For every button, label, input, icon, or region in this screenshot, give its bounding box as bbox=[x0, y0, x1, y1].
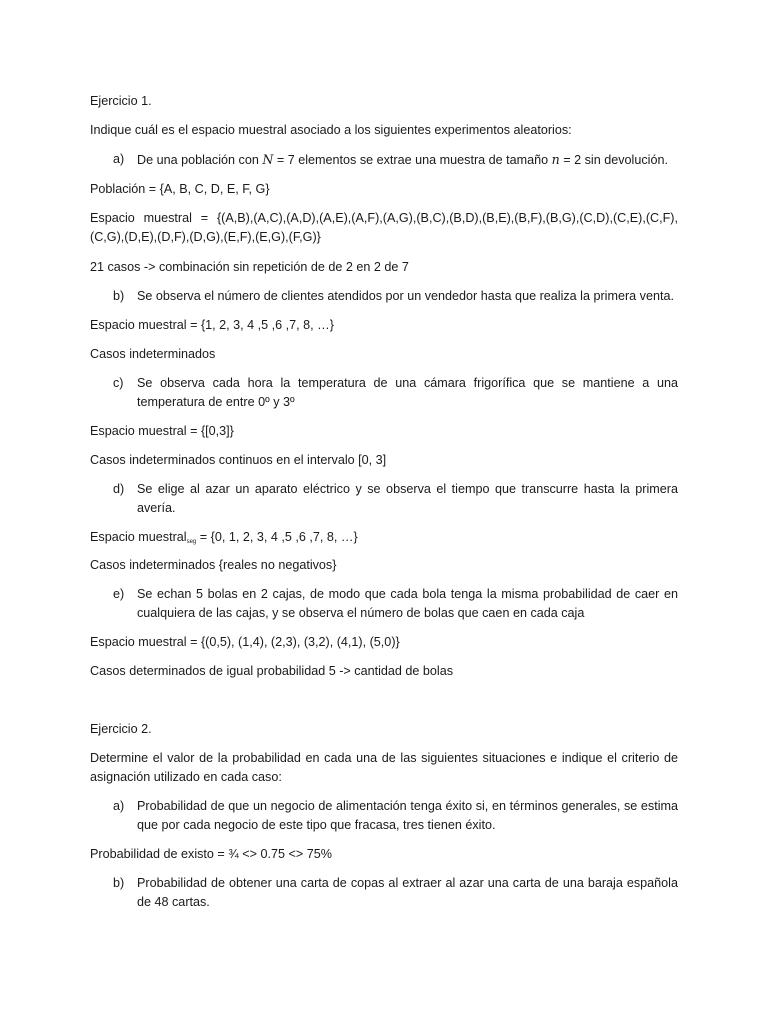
item-a-text-part2: = 7 elementos se extrae una muestra de tamaño bbox=[273, 153, 552, 167]
item-a-marker: a) bbox=[113, 152, 125, 166]
sample-space-d bbox=[90, 528, 678, 552]
cases-a: 21 casos -> combinación sin repetición de de 2 en 2 de 7 bbox=[90, 260, 409, 274]
math-N: N bbox=[262, 152, 274, 167]
item-a-text-part1: De una población con bbox=[137, 153, 263, 167]
item-e-text: Se echan 5 bolas en 2 cajas, de modo que cada bola tenga la misma probabilidad de caer en cualquiera de las cajas, y se observa el número de bolas que caen en cada caja bbox=[137, 587, 678, 620]
sample-space-d-label: Espacio muestral bbox=[90, 530, 187, 544]
cases-b: Casos indeterminados bbox=[90, 347, 216, 361]
ex2-item-a-marker: a) bbox=[113, 799, 125, 813]
ex2-item-b-marker: b) bbox=[113, 876, 125, 890]
cases-c: Casos indeterminados continuos en el intervalo [0, 3] bbox=[90, 453, 387, 467]
item-e-marker: e) bbox=[113, 587, 125, 601]
ex2-item-b-text: Probabilidad de obtener una carta de copas al extraer al azar una carta de una baraja española de 48 cartas. bbox=[137, 876, 678, 909]
sample-space-e: Espacio muestral = {(0,5), (1,4), (2,3), (3,2), (4,1), (5,0)} bbox=[90, 635, 400, 649]
ex2-item-a-text: Probabilidad de que un negocio de alimentación tenga éxito si, en términos generales, se estima que por cada negocio de este tipo que fracasa, tres tienen éxito. bbox=[137, 799, 678, 832]
item-c-marker: c) bbox=[113, 376, 124, 390]
ex2-answer-a: Probabilidad de existo = ¾ <> 0.75 <> 75% bbox=[90, 847, 332, 861]
exercise-2-title: Ejercicio 2. bbox=[90, 722, 152, 736]
item-d-marker: d) bbox=[113, 482, 125, 496]
seconds-subscript: seg bbox=[186, 539, 197, 545]
item-b-text: Se observa el número de clientes atendidos por un vendedor hasta que realiza la primera venta. bbox=[137, 289, 674, 303]
sample-space-b: Espacio muestral = {1, 2, 3, 4 ,5 ,6 ,7, 8, …} bbox=[90, 318, 334, 332]
item-a-text bbox=[137, 150, 678, 170]
population-set: Población = {A, B, C, D, E, F, G} bbox=[90, 182, 270, 196]
sample-space-d-set: = {0, 1, 2, 3, 4 ,5 ,6 ,7, 8, …} bbox=[196, 530, 358, 544]
cases-d: Casos indeterminados {reales no negativos} bbox=[90, 558, 337, 572]
sample-space-c: Espacio muestral = {[0,3]} bbox=[90, 424, 234, 438]
math-n: n bbox=[551, 152, 560, 167]
exercise-2-instruction: Determine el valor de la probabilidad en cada una de las siguientes situaciones e indique el criterio de asignación utilizado en cada caso: bbox=[90, 751, 678, 784]
item-a-text-part3: = 2 sin devolución. bbox=[559, 153, 668, 167]
sample-space-a: Espacio muestral = {(A,B),(A,C),(A,D),(A,E),(A,F),(A,G),(B,C),(B,D),(B,E),(B,F),(B,G),(C,D),(C,E),(C,F),(C,G),(D,E),(D,F),(D,G),(E,F),(E,G),(F,G)} bbox=[90, 211, 678, 244]
exercise-1-title: Ejercicio 1. bbox=[90, 94, 152, 108]
item-b-marker: b) bbox=[113, 289, 125, 303]
item-d-text: Se elige al azar un aparato eléctrico y se observa el tiempo que transcurre hasta la primera avería. bbox=[137, 482, 678, 515]
cases-e: Casos determinados de igual probabilidad 5 -> cantidad de bolas bbox=[90, 664, 454, 678]
item-c-text: Se observa cada hora la temperatura de una cámara frigorífica que se mantiene a una temperatura de entre 0º y 3º bbox=[137, 376, 678, 409]
exercise-1-instruction: Indique cuál es el espacio muestral asociado a los siguientes experimentos aleatorios: bbox=[90, 123, 572, 137]
